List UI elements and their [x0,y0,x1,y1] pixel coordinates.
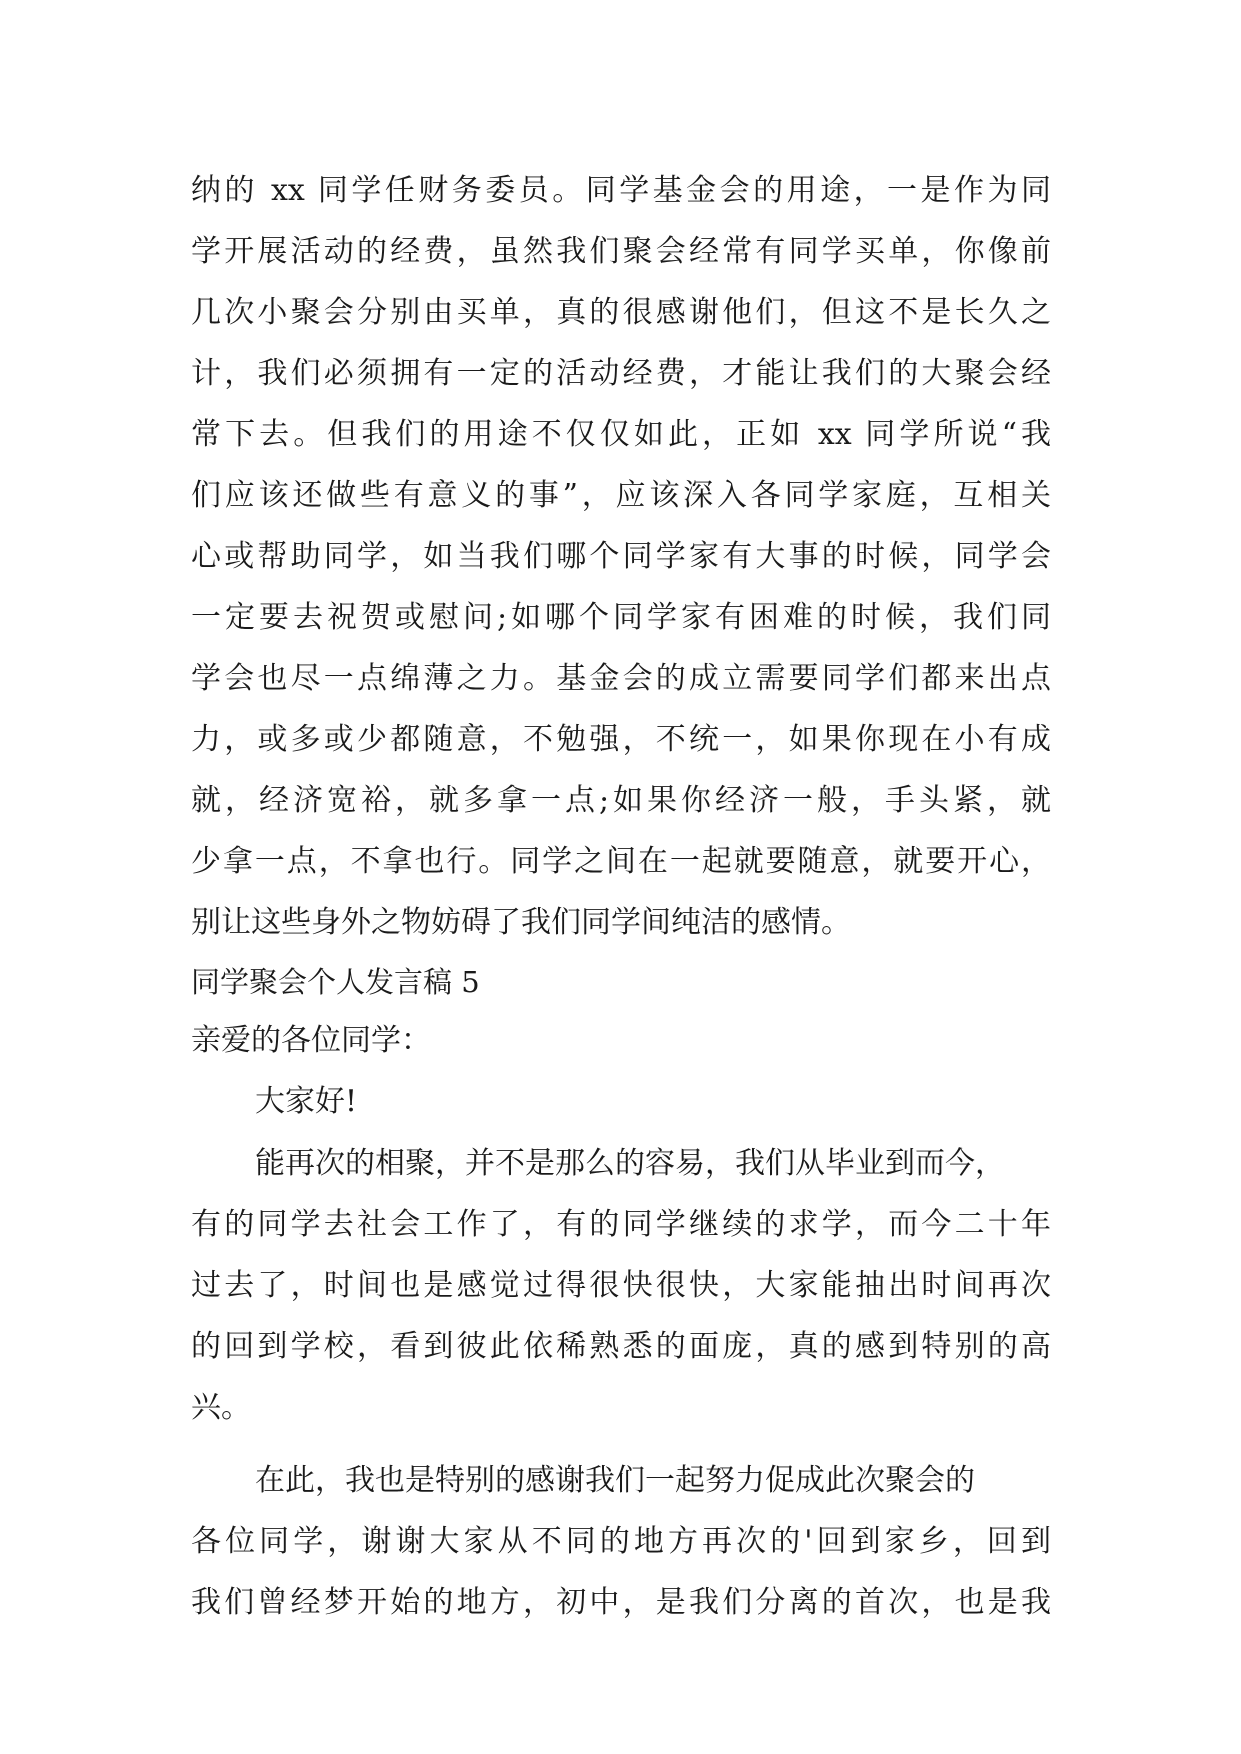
paragraph-2 [191,1450,1051,1633]
text-line: 一定要去祝贺或慰问;如哪个同学家有困难的时候，我们同 [191,600,1051,635]
paragraph-spacer [191,1438,1051,1450]
text-line: 纳的 xx 同学任财务委员。同学基金会的用途，一是作为同 [191,173,1051,208]
text-line: 兴。 [191,1390,251,1425]
salutation: 亲爱的各位同学： [191,1023,431,1058]
text-line: 就，经济宽裕，就多拿一点;如果你经济一般，手头紧，就 [191,783,1051,818]
text-line: 计，我们必须拥有一定的活动经费，才能让我们的大聚会经 [191,356,1051,391]
text-line: 能再次的相聚，并不是那么的容易，我们从毕业到而今， [255,1146,1005,1181]
text-line: 力，或多或少都随意，不勉强，不统一，如果你现在小有成 [191,722,1051,757]
text-line: 少拿一点，不拿也行。同学之间在一起就要随意，就要开心， [191,844,1051,879]
continued-paragraph [191,160,1051,953]
text-line: 各位同学，谢谢大家从不同的地方再次的'回到家乡，回到 [191,1524,1051,1559]
section-title: 同学聚会个人发言稿 5 [191,965,480,999]
text-line: 心或帮助同学，如当我们哪个同学家有大事的时候，同学会 [191,539,1051,574]
text-line: 在此，我也是特别的感谢我们一起努力促成此次聚会的 [255,1463,975,1498]
paragraph-1 [191,1133,1051,1438]
text-line: 学开展活动的经费，虽然我们聚会经常有同学买单，你像前 [191,234,1051,269]
text-line: 过去了，时间也是感觉过得很快很快，大家能抽出时间再次 [191,1268,1051,1303]
text-line: 别让这些身外之物妨碍了我们同学间纯洁的感情。 [191,905,851,940]
text-line: 们应该还做些有意义的事”，应该深入各同学家庭，互相关 [191,478,1051,513]
text-line: 我们曾经梦开始的地方，初中，是我们分离的首次，也是我 [191,1585,1051,1620]
text-line: 有的同学去社会工作了，有的同学继续的求学，而今二十年 [191,1207,1051,1242]
text-line: 几次小聚会分别由买单，真的很感谢他们，但这不是长久之 [191,295,1051,330]
text-line: 的回到学校，看到彼此依稀熟悉的面庞，真的感到特别的高 [191,1329,1051,1364]
text-line: 常下去。但我们的用途不仅仅如此，正如 xx 同学所说“我 [191,417,1051,452]
greeting: 大家好! [255,1084,358,1119]
document-body [191,160,1051,1633]
text-line: 学会也尽一点绵薄之力。基金会的成立需要同学们都来出点 [191,661,1051,696]
